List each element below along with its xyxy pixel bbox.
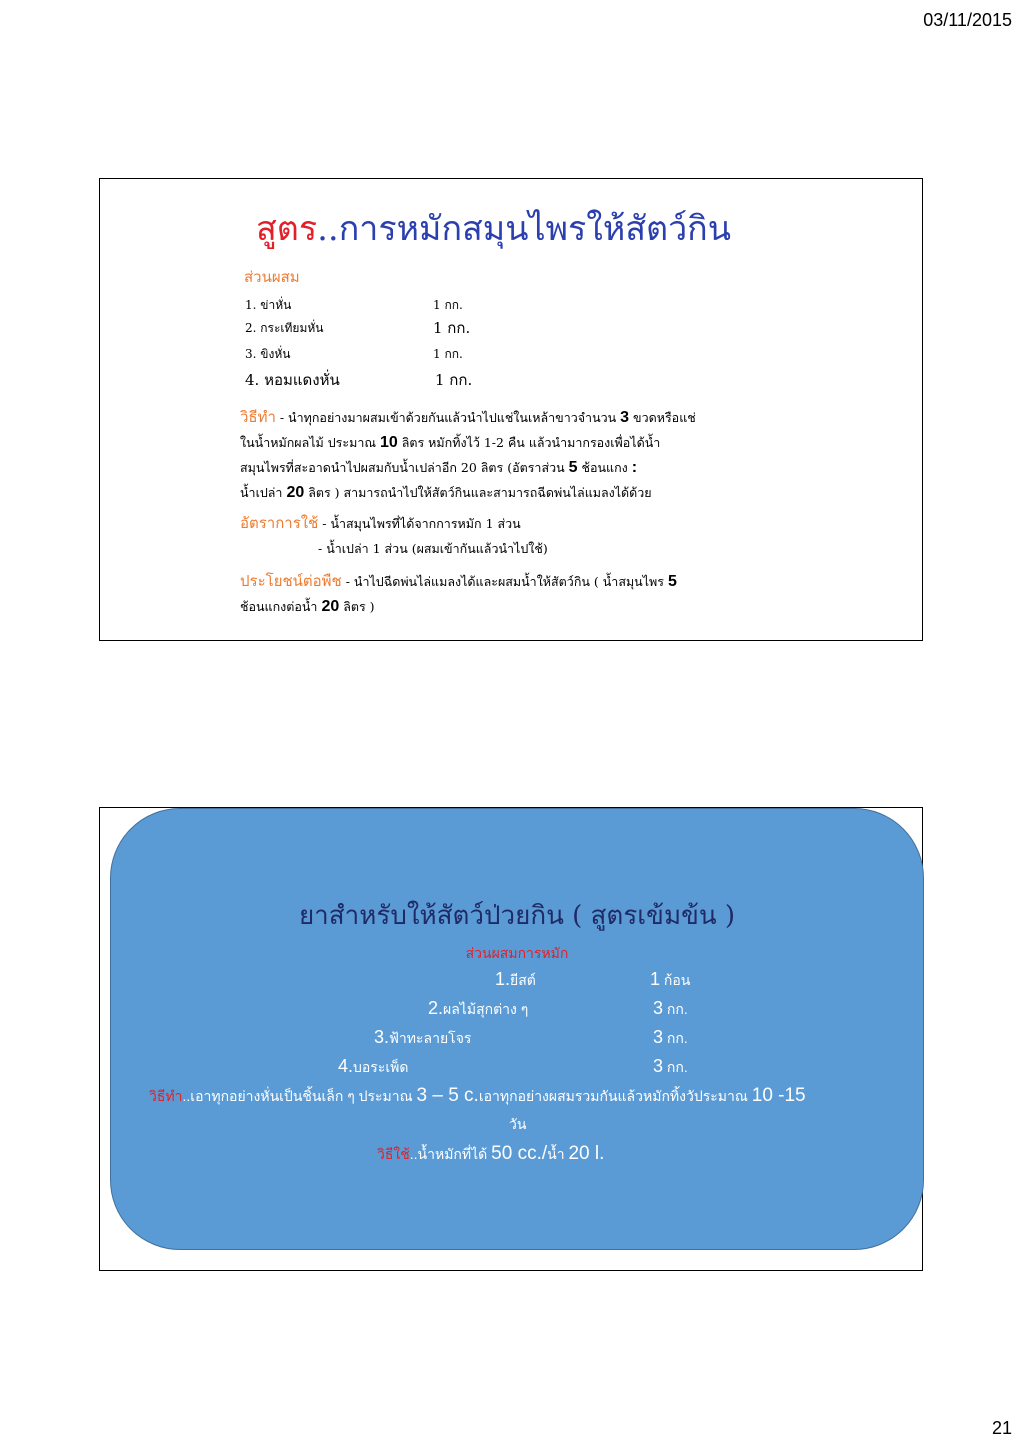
ingredient-name: 1. ข่าหั่น [245,298,292,312]
method-line [149,1085,806,1108]
benefit-line [240,594,677,619]
benefit-line [240,569,677,594]
slide1-title-prefix: สูตร [256,209,318,249]
ingredients-label: ส่วนผสม [244,268,300,286]
ingredient-qty-row [653,1056,688,1079]
method-label: วิธีทำ [240,408,276,426]
usage-label: วิธีใช้ [377,1146,410,1162]
slide-sick-animal-medicine [99,807,923,1271]
method-text: เอาทุกอย่างผสมรวมกันแล้วหมักทิ้งวัประมาณ [478,1088,752,1104]
method-text: ลิตร ) สามารถนำไปให้สัตว์กินและสามารถฉีดพ่นไล่แมลงได้ด้วย [304,485,652,500]
benefit-text: - นำไปฉีดพ่นไล่แมลงได้และผสมน้ำให้สัตว์กิน ( น้ำสมุนไพร [341,574,668,589]
ingredient-qty-row [653,998,688,1021]
usage-dots: .. [409,1146,418,1162]
ingredient-qty: 1 กก. [435,371,473,389]
rounded-blue-panel [110,808,924,1250]
ingredient-row [245,345,463,364]
slide2-subtitle: ส่วนผสมการหมัก [465,945,569,961]
method-label: วิธีทำ [149,1088,183,1104]
ingredient-name-row [428,998,528,1021]
ingredient-name-row [495,969,536,992]
usage-section [240,511,548,561]
usage-line [240,511,548,536]
slide1-title [256,201,731,255]
ingredient-qty-number: 3 [653,1056,664,1076]
method-line [240,455,696,480]
ingredient-name: 3. ขิงหั่น [245,347,291,361]
benefit-label: ประโยชน์ต่อพืช [240,572,342,590]
method-text: เอาทุกอย่างหั่นเป็นชิ้นเล็ก ๆ ประมาณ [190,1088,417,1104]
method-line [240,405,696,430]
ingredient-unit: กก. [663,1059,688,1075]
method-number: 10 [379,434,398,451]
method-text: - นำทุกอย่างมาผสมเข้าด้วยกันแล้วนำไปแช่ในเหล้าขาวจำนวน [275,410,621,425]
method-number: 10 -15 [751,1085,806,1106]
ingredient-qty-number: 3 [653,998,664,1018]
ingredient-unit: ก้อน [660,972,691,988]
usage-text: - น้ำสมุนไพรที่ได้จากการหมัก 1 ส่วน [318,516,521,531]
ingredient-qty: 1 กก. [433,319,471,337]
ingredient-number: 4. [338,1056,354,1076]
header-date: 03/11/2015 [923,10,1012,30]
ingredient-number: 1. [495,969,511,989]
ingredient-row [245,296,463,315]
ingredient-name: บอระเพ็ด [353,1059,409,1075]
ingredient-qty-number: 1 [650,969,661,989]
method-line [240,430,696,455]
method-number: 5 [568,459,578,476]
method-number: 3 – 5 c. [416,1085,479,1106]
method-line [240,480,696,505]
ingredient-unit: กก. [663,1001,688,1017]
method-text: ในน้ำหมักผลไม้ ประมาณ [240,435,380,450]
ingredient-name-row [338,1056,408,1079]
benefit-number: 5 [667,573,677,590]
benefit-number: 20 [321,598,340,615]
ingredient-qty-row [650,969,690,992]
method-text: ลิตร หมักทิ้งไว้ 1-2 คืน แล้วนำมากรองเพื่อได้น้ำ [397,435,661,450]
ingredient-name: 2. กระเทียมหั่น [245,321,324,335]
method-text: ช้อนแกง [577,460,632,475]
method-number: 20 [286,484,305,501]
slide-herbal-fermentation [99,178,923,641]
ingredient-qty-row [653,1027,688,1050]
method-section [240,405,696,505]
method-dots: .. [182,1088,191,1104]
ingredient-name: ยีสต์ [510,972,536,988]
usage-label: อัตราการใช้ [240,514,319,532]
usage-line: - น้ำเปล่า 1 ส่วน (ผสมเข้ากันแล้วนำไปใช้) [318,541,548,556]
benefit-text: ช้อนแกงต่อน้ำ [240,599,322,614]
method-text: ขวดหรือแช่ [629,410,696,425]
usage-number: 50 cc./ [491,1143,548,1164]
ingredient-name: ผลไม้สุกต่าง ๆ [443,1001,529,1017]
ingredient-row [245,368,473,392]
ingredient-qty-number: 3 [653,1027,664,1047]
usage-line [377,1143,604,1166]
ingredient-number: 3. [374,1027,390,1047]
method-text: สมุนไพรที่สะอาดนำไปผสมกับน้ำเปล่าอีก 20 ลิตร (อัตราส่วน [240,460,569,475]
ingredient-row [245,319,471,338]
slide1-title-rest: ..การหมักสมุนไพรให้สัตว์กิน [317,209,732,249]
ingredient-qty: 1 กก. [433,347,463,361]
ingredient-name-row [374,1027,471,1050]
usage-text: น้ำหมักที่ได้ [417,1146,492,1162]
method-text: น้ำเปล่า [240,485,287,500]
ingredient-qty: 1 กก. [433,298,463,312]
method-colon: : [631,459,638,476]
benefit-text: ลิตร ) [339,599,375,614]
usage-text: น้ำ [547,1146,569,1162]
slide2-title: ยาสำหรับให้สัตว์ป่วยกิน ( สูตรเข้มข้น ) [298,901,736,931]
ingredient-unit: กก. [663,1030,688,1046]
ingredient-name: 4. หอมแดงหั่น [245,371,340,389]
ingredient-name: ฟ้าทะลายโจร [389,1030,472,1046]
method-line-end: วัน [509,1116,527,1132]
usage-number: 20 l. [568,1143,605,1164]
method-number: 3 [620,409,630,426]
ingredient-number: 2. [428,998,444,1018]
benefit-section [240,569,677,619]
page-number: 21 [991,1418,1012,1438]
